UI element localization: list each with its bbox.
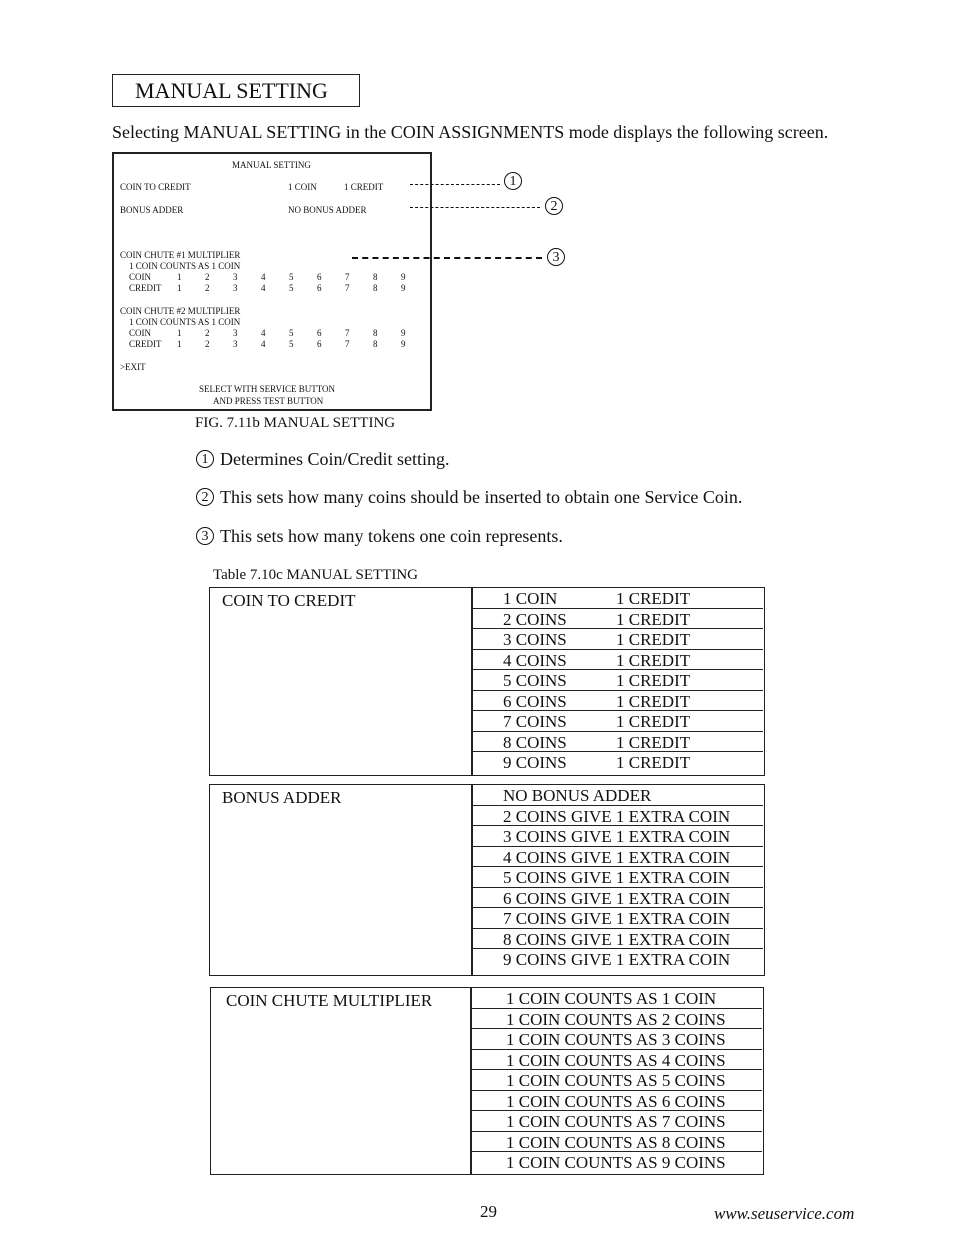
- screen-number: 5: [289, 339, 294, 349]
- table-cell: 5 COINS: [503, 671, 567, 690]
- screen-number: 7: [345, 283, 350, 293]
- table-cell: 1 COIN COUNTS AS 9 COINS: [506, 1153, 726, 1172]
- screen-chute2-credit-row: [114, 339, 424, 349]
- screen-number: 8: [373, 339, 378, 349]
- description-2: This sets how many coins should be inserted to obtain one Service Coin.: [220, 487, 743, 507]
- table-row: [472, 1152, 762, 1173]
- table-cell: 6 COINS GIVE 1 EXTRA COIN: [503, 888, 731, 908]
- table-row: [473, 785, 763, 806]
- screen-chute1-credit-row: [114, 283, 424, 293]
- table-cell: 4 COINS GIVE 1 EXTRA COIN: [503, 847, 731, 867]
- table-label: COIN TO CREDIT: [222, 591, 356, 610]
- table-cell: 9 COINS: [503, 753, 567, 772]
- screen-number: 2: [205, 328, 210, 338]
- table-cell: 1 COIN COUNTS AS 2 COINS: [506, 1009, 726, 1029]
- screen-number: 2: [205, 272, 210, 282]
- table-row: [472, 1070, 762, 1091]
- screen-number: 9: [401, 272, 406, 282]
- row-label: CREDIT: [129, 283, 162, 293]
- table-cell: 5 COINS GIVE 1 EXTRA COIN: [503, 868, 731, 887]
- screen-number: 6: [317, 328, 322, 338]
- table-cell: 1 COIN COUNTS AS 4 COINS: [506, 1050, 726, 1070]
- table-row: [473, 908, 763, 929]
- screen-coin-to-credit-label: COIN TO CREDIT: [120, 182, 191, 192]
- leader-line-2: [410, 207, 540, 208]
- screen-bonus-value: NO BONUS ADDER: [288, 205, 367, 215]
- table-row: [473, 691, 763, 712]
- table-cell: 3 COINS GIVE 1 EXTRA COIN: [503, 827, 731, 846]
- table-row: [473, 711, 763, 732]
- table-row: [473, 588, 763, 609]
- screen-exit: >EXIT: [120, 362, 146, 372]
- table-cell: 1 COIN COUNTS AS 8 COINS: [506, 1132, 726, 1152]
- row-label: COIN: [129, 272, 151, 282]
- table-row: [472, 1050, 762, 1071]
- desc-marker-1: 1: [196, 450, 214, 468]
- coin-to-credit-table: [209, 587, 765, 776]
- table-row: [473, 629, 763, 650]
- screen-number: 5: [289, 272, 294, 282]
- screen-chute2-sub: 1 COIN COUNTS AS 1 COIN: [129, 317, 241, 327]
- screen-chute1-sub: 1 COIN COUNTS AS 1 COIN: [129, 261, 241, 271]
- screen-number: 4: [261, 339, 266, 349]
- website-url: www.seuservice.com: [714, 1204, 855, 1223]
- table-row: [473, 949, 763, 970]
- bonus-adder-table: [209, 784, 765, 976]
- table-label: BONUS ADDER: [222, 788, 342, 807]
- leader-line-1: [410, 184, 500, 185]
- screen-chute2-coin-row: [114, 328, 424, 338]
- screen-mockup: [112, 152, 432, 411]
- screen-number: 5: [289, 328, 294, 338]
- table-cell: 1 CREDIT: [616, 753, 691, 772]
- table-cell: 7 COINS: [503, 712, 567, 731]
- table-cell: 1 CREDIT: [616, 712, 691, 731]
- screen-number: 4: [261, 328, 266, 338]
- table-cell: 2 COINS: [503, 609, 567, 629]
- screen-number: 5: [289, 283, 294, 293]
- table-cell: NO BONUS ADDER: [503, 786, 652, 805]
- screen-number: 6: [317, 339, 322, 349]
- table-label: COIN CHUTE MULTIPLIER: [226, 991, 433, 1010]
- table-row: [472, 1111, 762, 1132]
- table-cell: 1 CREDIT: [616, 609, 691, 629]
- screen-number: 9: [401, 339, 406, 349]
- screen-number: 3: [233, 272, 238, 282]
- table-cell: 1 CREDIT: [616, 671, 691, 690]
- description-1: Determines Coin/Credit setting.: [220, 449, 450, 469]
- callout-marker-2: 2: [545, 197, 563, 215]
- coin-chute-multiplier-table: [210, 987, 764, 1175]
- table-cell: 7 COINS GIVE 1 EXTRA COIN: [503, 909, 731, 928]
- table-cell: 8 COINS: [503, 732, 567, 752]
- desc-marker-2: 2: [196, 488, 214, 506]
- figure-caption: FIG. 7.11b MANUAL SETTING: [195, 415, 396, 431]
- screen-number: 4: [261, 283, 266, 293]
- screen-coin-value: 1 COIN: [288, 182, 317, 192]
- screen-number: 1: [177, 328, 182, 338]
- table-caption: Table 7.10c MANUAL SETTING: [213, 567, 419, 583]
- table-row: [473, 826, 763, 847]
- screen-number: 1: [177, 283, 182, 293]
- table-cell: 1 CREDIT: [616, 650, 691, 670]
- screen-number: 8: [373, 283, 378, 293]
- table-cell: 1 COIN COUNTS AS 1 COIN: [506, 989, 717, 1008]
- table-cell: 2 COINS GIVE 1 EXTRA COIN: [503, 806, 731, 826]
- table-row: [472, 1009, 762, 1030]
- table-cell: 1 CREDIT: [616, 691, 691, 711]
- section-heading-box: [112, 74, 360, 107]
- table-row: [473, 732, 763, 753]
- screen-chute1-title: COIN CHUTE #1 MULTIPLIER: [120, 250, 241, 260]
- callout-marker-3: 3: [547, 248, 565, 266]
- screen-number: 1: [177, 339, 182, 349]
- screen-number: 2: [205, 339, 210, 349]
- intro-paragraph: Selecting MANUAL SETTING in the COIN ASSIGNMENTS mode displays the following screen.: [112, 122, 829, 142]
- screen-number: 7: [345, 339, 350, 349]
- table-row: [473, 650, 763, 671]
- leader-line-3: [352, 257, 542, 259]
- table-cell: 1 COIN COUNTS AS 7 COINS: [506, 1112, 726, 1131]
- table-row: [473, 888, 763, 909]
- table-cell: 1 COIN COUNTS AS 6 COINS: [506, 1091, 726, 1111]
- table-cell: 9 COINS GIVE 1 EXTRA COIN: [503, 950, 731, 969]
- table-row: [473, 867, 763, 888]
- section-heading: MANUAL SETTING: [135, 78, 328, 103]
- screen-number: 1: [177, 272, 182, 282]
- table-row: [473, 847, 763, 868]
- row-label: CREDIT: [129, 339, 162, 349]
- row-label: COIN: [129, 328, 151, 338]
- table-row: [472, 988, 762, 1009]
- screen-number: 6: [317, 283, 322, 293]
- table-row: [473, 752, 763, 773]
- screen-footer-line2: AND PRESS TEST BUTTON: [213, 396, 324, 406]
- table-cell: 1 CREDIT: [616, 732, 691, 752]
- screen-title: MANUAL SETTING: [232, 160, 311, 170]
- table-row: [472, 1091, 762, 1112]
- table-cell: 1 COIN COUNTS AS 5 COINS: [506, 1071, 726, 1090]
- table-row: [473, 670, 763, 691]
- table-cell: 6 COINS: [503, 691, 567, 711]
- screen-number: 3: [233, 328, 238, 338]
- screen-number: 8: [373, 272, 378, 282]
- table-cell: 1 COIN COUNTS AS 3 COINS: [506, 1030, 726, 1049]
- table-cell: 1 CREDIT: [616, 630, 691, 649]
- table-row: [472, 1132, 762, 1153]
- screen-number: 4: [261, 272, 266, 282]
- screen-chute1-coin-row: [114, 272, 424, 282]
- callout-marker-1: 1: [504, 172, 522, 190]
- screen-bonus-label: BONUS ADDER: [120, 205, 184, 215]
- screen-number: 2: [205, 283, 210, 293]
- screen-number: 9: [401, 328, 406, 338]
- table-row: [473, 929, 763, 950]
- table-cell: 1 CREDIT: [616, 589, 691, 608]
- screen-credit-value: 1 CREDIT: [344, 182, 384, 192]
- screen-number: 7: [345, 272, 350, 282]
- table-cell: 4 COINS: [503, 650, 567, 670]
- screen-number: 8: [373, 328, 378, 338]
- screen-number: 7: [345, 328, 350, 338]
- table-cell: 3 COINS: [503, 630, 567, 649]
- screen-number: 6: [317, 272, 322, 282]
- screen-number: 3: [233, 283, 238, 293]
- screen-number: 9: [401, 283, 406, 293]
- table-cell: 8 COINS GIVE 1 EXTRA COIN: [503, 929, 731, 949]
- table-row: [473, 609, 763, 630]
- page-number: 29: [480, 1202, 497, 1221]
- table-row: [472, 1029, 762, 1050]
- desc-marker-3: 3: [196, 527, 214, 545]
- screen-footer-line1: SELECT WITH SERVICE BUTTON: [199, 384, 336, 394]
- screen-number: 3: [233, 339, 238, 349]
- screen-chute2-title: COIN CHUTE #2 MULTIPLIER: [120, 306, 241, 316]
- table-cell: 1 COIN: [503, 589, 558, 608]
- table-row: [473, 806, 763, 827]
- description-3: This sets how many tokens one coin represents.: [220, 526, 563, 546]
